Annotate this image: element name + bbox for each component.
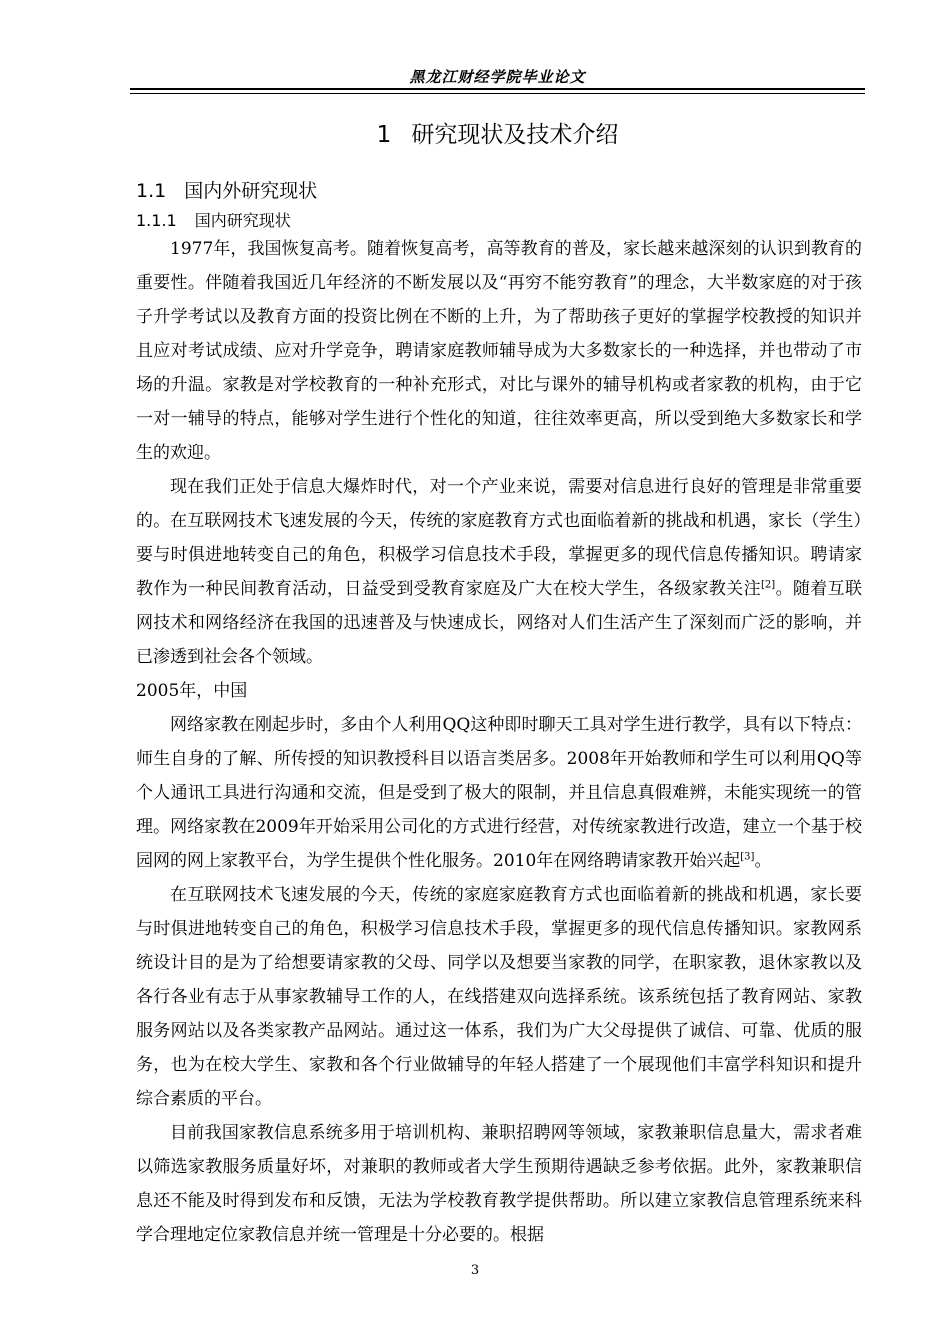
paragraph-5: 在互联网技术飞速发展的今天，传统的家庭家庭教育方式也面临着新的挑战和机遇，家长要与时俱进地转变自己的角色，积极学习信息技术手段，掌握更多的现代信息传播知识。家教网系统设计目的是为了给想要请家教的父母、同学以及想要当家教的同学，在职家教，退休家教以及各行各业有志于从事家教辅导工作的人，在线搭建双向选择系统。该系统包括了教育网站、家教服务网站以及各类家教产品网站。通过这一体系，我们为广大父母提供了诚信、可靠、优质的服务，也为在校大学生、家教和各个行业做辅导的年轻人搭建了一个展现他们丰富学科知识和提升综合素质的平台。 — [136, 885, 862, 1109]
page-number: 3 — [470, 1263, 480, 1278]
chapter-title: 研究现状及技术介绍 — [411, 122, 619, 148]
paragraph-3: 2005年，中国 — [136, 681, 248, 701]
citation-ref-3: [3] — [740, 851, 755, 863]
subsection-heading — [136, 208, 291, 231]
header-rule-thick — [130, 88, 865, 90]
paragraph-4-tail: 。 — [754, 851, 772, 871]
header-rule-thin — [130, 93, 865, 94]
section-number: 1.1 — [136, 180, 167, 202]
paragraph-4-text: 网络家教在刚起步时，多由个人利用QQ这种即时聊天工具对学生进行教学，具有以下特点：师生自身的了解、所传授的知识教授科目以语言类居多。2008年开始教师和学生可以利用QQ等个人通讯工具进行沟通和交流，但是受到了极大的限制，并且信息真假难辨，未能实现统一的管理。网络家教在2009年开始采用公司化的方式进行经营，对传统家教进行改造，建立一个基于校园网的网上家教平台，为学生提供个性化服务。2010年在网络聘请家教开始兴起 — [136, 715, 862, 871]
paragraph-2-text: 现在我们正处于信息大爆炸时代，对一个产业来说，需要对信息进行良好的管理是非常重要的。在互联网技术飞速发展的今天，传统的家庭教育方式也面临着新的挑战和机遇，家长（学生）要与时俱进地转变自己的角色，积极学习信息技术手段，掌握更多的现代信息传播知识。聘请家教作为一种民间教育活动，日益受到受教育家庭及广大在校大学生，各级家教关注 — [136, 477, 862, 599]
paragraph-4 — [136, 708, 862, 878]
subsection-title: 国内研究现状 — [194, 211, 291, 230]
paragraph-1: 1977年，我国恢复高考。随着恢复高考，高等教育的普及，家长越来越深刻的认识到教育的重要性。伴随着我国近几年经济的不断发展以及“再穷不能穷教育”的理念，大半数家庭的对于孩子升学考试以及教育方面的投资比例在不断的上升，为了帮助孩子更好的掌握学校教授的知识并且应对考试成绩、应对升学竞争，聘请家庭教师辅导成为大多数家长的一种选择，并也带动了市场的升温。家教是对学校教育的一种补充形式，对比与课外的辅导机构或者家教的机构，由于它一对一辅导的特点，能够对学生进行个性化的知道，往往效率更高，所以受到绝大多数家长和学生的欢迎。 — [136, 239, 862, 463]
body-text — [136, 232, 862, 1252]
section-title: 国内外研究现状 — [184, 180, 318, 202]
paragraph-2-tail: 。随着互联网技术和网络经济在我国的迅速普及与快速成长，网络对人们生活产生了深刻而广泛的影响，并已渗透到社会各个领域。 — [136, 579, 863, 667]
citation-ref-2: [2] — [761, 579, 776, 591]
running-header-title: 黑龙江财经学院毕业论文 — [409, 68, 586, 86]
paragraph-6: 目前我国家教信息系统多用于培训机构、兼职招聘网等领域，家教兼职信息量大，需求者难以筛选家教服务质量好坏，对兼职的教师或者大学生预期待遇缺乏参考依据。此外，家教兼职信息还不能及时得到发布和反馈，无法为学校教育教学提供帮助。所以建立家教信息管理系统来科学合理地定位家教信息并统一管理是十分必要的。根据 — [136, 1123, 862, 1245]
section-heading — [136, 176, 317, 203]
chapter-heading — [130, 116, 865, 149]
chapter-number: 1 — [376, 122, 392, 148]
subsection-number: 1.1.1 — [136, 211, 177, 230]
paragraph-2 — [136, 470, 862, 674]
